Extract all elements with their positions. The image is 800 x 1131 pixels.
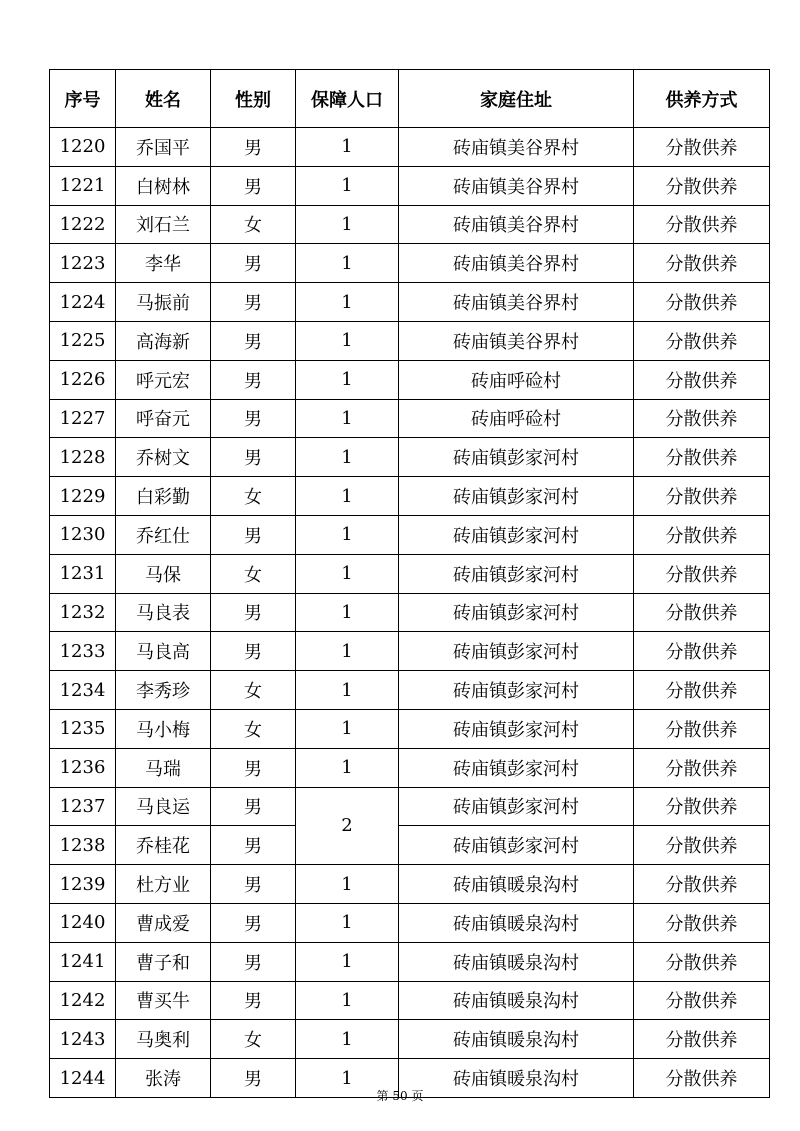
- person-name-cell: 乔国平: [116, 128, 211, 167]
- table-row: [50, 321, 770, 360]
- home-address-cell: 砖庙镇彭家河村: [399, 438, 634, 477]
- table-row: [50, 981, 770, 1020]
- person-name-cell: 乔桂花: [116, 826, 211, 865]
- home-address-cell: 砖庙镇美谷界村: [399, 128, 634, 167]
- support-count-cell: 1: [296, 166, 399, 205]
- home-address-cell: 砖庙镇彭家河村: [399, 554, 634, 593]
- gender-cell: 男: [211, 593, 296, 632]
- gender-cell: 女: [211, 205, 296, 244]
- gender-cell: 女: [211, 709, 296, 748]
- person-name-cell: 马保: [116, 554, 211, 593]
- support-type-cell: 分散供养: [634, 1020, 770, 1059]
- person-name-cell: 高海新: [116, 321, 211, 360]
- person-name-cell: 乔树文: [116, 438, 211, 477]
- row-number-cell: 1220: [50, 128, 116, 167]
- row-number-cell: 1231: [50, 554, 116, 593]
- gender-cell: 男: [211, 283, 296, 322]
- support-type-cell: 分散供养: [634, 283, 770, 322]
- table-row: [50, 787, 770, 826]
- row-number-cell: 1239: [50, 865, 116, 904]
- table-row: [50, 515, 770, 554]
- home-address-cell: 砖庙呼硷村: [399, 399, 634, 438]
- support-type-cell: 分散供养: [634, 321, 770, 360]
- table-row: [50, 748, 770, 787]
- support-count-cell: 1: [296, 283, 399, 322]
- support-count-cell: 1: [296, 554, 399, 593]
- support-count-cell: 1: [296, 477, 399, 516]
- row-number-cell: 1232: [50, 593, 116, 632]
- person-name-cell: 张涛: [116, 1059, 211, 1098]
- support-type-cell: 分散供养: [634, 128, 770, 167]
- row-number-cell: 1225: [50, 321, 116, 360]
- support-count-cell: 1: [296, 515, 399, 554]
- gender-cell: 男: [211, 399, 296, 438]
- person-name-cell: 马良高: [116, 632, 211, 671]
- row-number-cell: 1221: [50, 166, 116, 205]
- table-row: [50, 1020, 770, 1059]
- row-number-cell: 1240: [50, 903, 116, 942]
- support-type-cell: 分散供养: [634, 787, 770, 826]
- gender-cell: 男: [211, 748, 296, 787]
- home-address-cell: 砖庙镇暖泉沟村: [399, 981, 634, 1020]
- home-address-cell: 砖庙镇彭家河村: [399, 632, 634, 671]
- person-name-cell: 马良表: [116, 593, 211, 632]
- gender-cell: 女: [211, 1020, 296, 1059]
- gender-cell: 男: [211, 515, 296, 554]
- gender-cell: 男: [211, 128, 296, 167]
- row-number-cell: 1236: [50, 748, 116, 787]
- home-address-cell: 砖庙镇美谷界村: [399, 166, 634, 205]
- table-row: [50, 632, 770, 671]
- row-number-cell: 1224: [50, 283, 116, 322]
- support-count-cell: 1: [296, 1020, 399, 1059]
- home-address-cell: 砖庙镇暖泉沟村: [399, 1020, 634, 1059]
- home-address-cell: 砖庙镇美谷界村: [399, 205, 634, 244]
- gender-cell: 男: [211, 865, 296, 904]
- row-number-cell: 1227: [50, 399, 116, 438]
- header-address: 家庭住址: [399, 70, 634, 128]
- table-row: [50, 593, 770, 632]
- table-row: [50, 438, 770, 477]
- row-number-cell: 1238: [50, 826, 116, 865]
- home-address-cell: 砖庙镇彭家河村: [399, 787, 634, 826]
- row-number-cell: 1237: [50, 787, 116, 826]
- home-address-cell: 砖庙镇彭家河村: [399, 709, 634, 748]
- home-address-cell: 砖庙镇美谷界村: [399, 321, 634, 360]
- support-count-cell: 1: [296, 128, 399, 167]
- support-type-cell: 分散供养: [634, 477, 770, 516]
- row-number-cell: 1226: [50, 360, 116, 399]
- support-count-cell: 1: [296, 748, 399, 787]
- person-name-cell: 曹成爱: [116, 903, 211, 942]
- support-type-cell: 分散供养: [634, 438, 770, 477]
- support-count-cell: 1: [296, 321, 399, 360]
- page-number: 第 50 页: [376, 1089, 424, 1103]
- table-row: [50, 865, 770, 904]
- support-type-cell: 分散供养: [634, 205, 770, 244]
- table-row: [50, 283, 770, 322]
- person-name-cell: 马振前: [116, 283, 211, 322]
- gender-cell: 男: [211, 360, 296, 399]
- home-address-cell: 砖庙镇彭家河村: [399, 477, 634, 516]
- support-type-cell: 分散供养: [634, 748, 770, 787]
- table-row: [50, 399, 770, 438]
- support-count-cell: 1: [296, 632, 399, 671]
- support-count-cell: 1: [296, 360, 399, 399]
- support-count-cell: 1: [296, 205, 399, 244]
- support-count-cell: 1: [296, 1059, 399, 1098]
- home-address-cell: 砖庙镇彭家河村: [399, 826, 634, 865]
- table-row: [50, 826, 770, 865]
- support-count-cell: 2: [296, 787, 399, 865]
- row-number-cell: 1241: [50, 942, 116, 981]
- support-count-cell: 1: [296, 244, 399, 283]
- support-type-cell: 分散供养: [634, 244, 770, 283]
- home-address-cell: 砖庙镇暖泉沟村: [399, 903, 634, 942]
- table-row: [50, 360, 770, 399]
- home-address-cell: 砖庙镇彭家河村: [399, 748, 634, 787]
- support-count-cell: 1: [296, 399, 399, 438]
- person-name-cell: 乔红仕: [116, 515, 211, 554]
- table-row: [50, 671, 770, 710]
- support-type-cell: 分散供养: [634, 554, 770, 593]
- header-count: 保障人口: [296, 70, 399, 128]
- home-address-cell: 砖庙镇美谷界村: [399, 244, 634, 283]
- support-count-cell: 1: [296, 438, 399, 477]
- support-type-cell: 分散供养: [634, 515, 770, 554]
- table-row: [50, 709, 770, 748]
- gender-cell: 男: [211, 942, 296, 981]
- gender-cell: 男: [211, 166, 296, 205]
- row-number-cell: 1222: [50, 205, 116, 244]
- support-type-cell: 分散供养: [634, 709, 770, 748]
- gender-cell: 女: [211, 477, 296, 516]
- support-type-cell: 分散供养: [634, 360, 770, 399]
- support-count-cell: 1: [296, 981, 399, 1020]
- table-row: [50, 477, 770, 516]
- home-address-cell: 砖庙镇暖泉沟村: [399, 942, 634, 981]
- header-gender: 性别: [211, 70, 296, 128]
- person-name-cell: 刘石兰: [116, 205, 211, 244]
- table-row: [50, 166, 770, 205]
- gender-cell: 男: [211, 826, 296, 865]
- support-count-cell: 1: [296, 903, 399, 942]
- table-row: [50, 205, 770, 244]
- table-row: [50, 244, 770, 283]
- person-name-cell: 李秀珍: [116, 671, 211, 710]
- support-count-cell: 1: [296, 593, 399, 632]
- support-type-cell: 分散供养: [634, 942, 770, 981]
- row-number-cell: 1244: [50, 1059, 116, 1098]
- person-name-cell: 马奥利: [116, 1020, 211, 1059]
- support-type-cell: 分散供养: [634, 671, 770, 710]
- row-number-cell: 1229: [50, 477, 116, 516]
- person-name-cell: 马小梅: [116, 709, 211, 748]
- person-name-cell: 马瑞: [116, 748, 211, 787]
- row-number-cell: 1230: [50, 515, 116, 554]
- home-address-cell: 砖庙镇美谷界村: [399, 283, 634, 322]
- person-name-cell: 曹买牛: [116, 981, 211, 1020]
- gender-cell: 女: [211, 671, 296, 710]
- home-address-cell: 砖庙镇彭家河村: [399, 515, 634, 554]
- gender-cell: 男: [211, 632, 296, 671]
- person-name-cell: 杜方业: [116, 865, 211, 904]
- roster-body: [50, 128, 770, 1098]
- gender-cell: 男: [211, 903, 296, 942]
- table-row: [50, 554, 770, 593]
- table-row: [50, 903, 770, 942]
- row-number-cell: 1235: [50, 709, 116, 748]
- gender-cell: 男: [211, 981, 296, 1020]
- home-address-cell: 砖庙镇彭家河村: [399, 593, 634, 632]
- person-name-cell: 白彩勤: [116, 477, 211, 516]
- person-name-cell: 李华: [116, 244, 211, 283]
- support-type-cell: 分散供养: [634, 826, 770, 865]
- gender-cell: 男: [211, 1059, 296, 1098]
- header-no: 序号: [50, 70, 116, 128]
- row-number-cell: 1243: [50, 1020, 116, 1059]
- home-address-cell: 砖庙镇暖泉沟村: [399, 1059, 634, 1098]
- support-type-cell: 分散供养: [634, 903, 770, 942]
- support-type-cell: 分散供养: [634, 632, 770, 671]
- support-type-cell: 分散供养: [634, 166, 770, 205]
- header-support: 供养方式: [634, 70, 770, 128]
- row-number-cell: 1223: [50, 244, 116, 283]
- header-row: [50, 70, 770, 128]
- person-name-cell: 白树林: [116, 166, 211, 205]
- support-count-cell: 1: [296, 942, 399, 981]
- support-type-cell: 分散供养: [634, 399, 770, 438]
- table-row: [50, 128, 770, 167]
- row-number-cell: 1228: [50, 438, 116, 477]
- support-count-cell: 1: [296, 865, 399, 904]
- person-name-cell: 曹子和: [116, 942, 211, 981]
- home-address-cell: 砖庙镇暖泉沟村: [399, 865, 634, 904]
- support-type-cell: 分散供养: [634, 593, 770, 632]
- person-name-cell: 呼奋元: [116, 399, 211, 438]
- gender-cell: 男: [211, 244, 296, 283]
- table-row: [50, 942, 770, 981]
- row-number-cell: 1234: [50, 671, 116, 710]
- row-number-cell: 1242: [50, 981, 116, 1020]
- gender-cell: 男: [211, 438, 296, 477]
- support-type-cell: 分散供养: [634, 981, 770, 1020]
- gender-cell: 男: [211, 321, 296, 360]
- row-number-cell: 1233: [50, 632, 116, 671]
- support-type-cell: 分散供养: [634, 865, 770, 904]
- support-count-cell: 1: [296, 671, 399, 710]
- support-type-cell: 分散供养: [634, 1059, 770, 1098]
- home-address-cell: 砖庙镇彭家河村: [399, 671, 634, 710]
- roster-table: [49, 69, 770, 1098]
- person-name-cell: 呼元宏: [116, 360, 211, 399]
- home-address-cell: 砖庙呼硷村: [399, 360, 634, 399]
- person-name-cell: 马良运: [116, 787, 211, 826]
- header-name: 姓名: [116, 70, 211, 128]
- gender-cell: 男: [211, 787, 296, 826]
- gender-cell: 女: [211, 554, 296, 593]
- support-count-cell: 1: [296, 709, 399, 748]
